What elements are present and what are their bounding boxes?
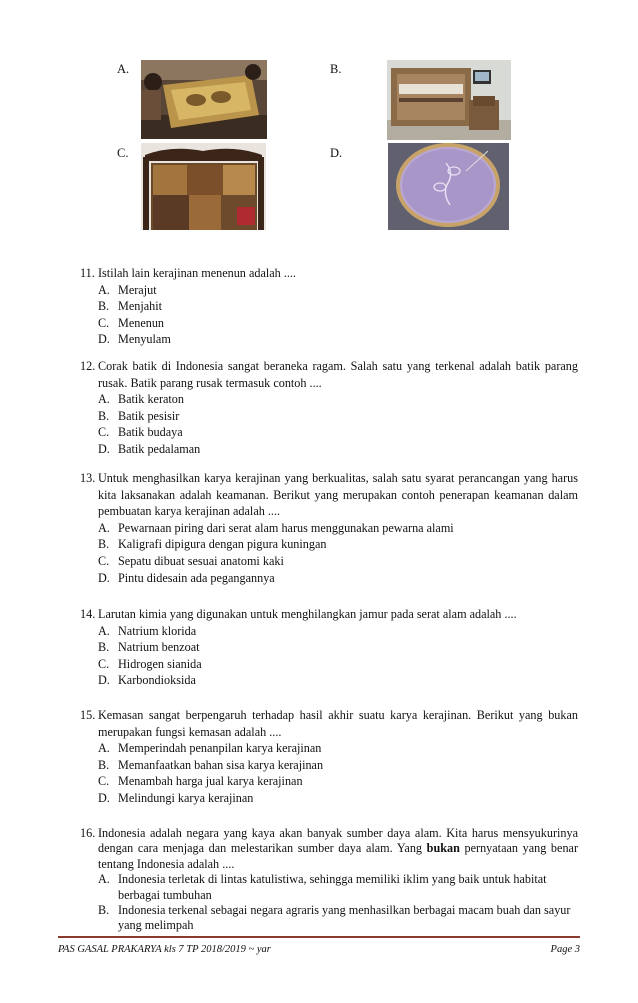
image-option-b-letter: B. <box>330 62 342 76</box>
answer-option-a: A. Indonesia terletak di lintas katulistiwa, sehingga memiliki iklim yang baik untuk habitat berbagai tumbuhan <box>98 872 547 902</box>
answer-option-d: D. Menyulam <box>98 332 171 347</box>
footer-rule <box>58 936 580 938</box>
batik-cloth-frame-photo <box>141 143 266 230</box>
question-16 <box>80 826 578 934</box>
answer-option-b: B. Memanfaatkan bahan sisa karya kerajinan <box>98 757 324 772</box>
batik-workers-photo <box>141 60 267 139</box>
answer-option-d: D. Melindungi karya kerajinan <box>98 790 254 805</box>
answer-option-a: A. Memperindah penanpilan karya kerajinan <box>98 741 322 756</box>
answer-option-b: B. Natrium benzoat <box>98 640 200 655</box>
answer-option-b: B. Menjahit <box>98 299 163 314</box>
answer-option-a: A. Pewarnaan piring dari serat alam harus menggunakan pewarna alami <box>98 520 454 535</box>
answer-option-b: B. Indonesia terkenal sebagai negara agraris yang menhasilkan berbagai macam buah dan sayur yang melimpah <box>98 903 571 933</box>
question-number: 11. <box>80 266 95 280</box>
answer-option-c: C. Hidrogen sianida <box>98 656 202 671</box>
question-text: Untuk menghasilkan karya kerajinan yang berkualitas, salah satu syarat perancangan yang harus kita laksanakan adalah keamanan. Berikut yang merupakan contoh penerapan keamanan dalam pembuatan karya kerajinan adalah .... <box>98 471 578 519</box>
image-option-a-letter: A. <box>117 62 130 76</box>
question-number: 15. <box>80 708 96 722</box>
answer-option-b: B. Batik pesisir <box>98 408 180 423</box>
page-number: Page 3 <box>550 944 580 955</box>
answer-option-d: D. Batik pedalaman <box>98 441 201 456</box>
question-text: Indonesia adalah negara yang kaya akan banyak sumber daya alam. Kita harus mensyukurinya dengan cara menjaga dan melestarikan sumber daya alam. Yang bukan pernyataan yang benar tentang Indonesia adalah .... <box>98 826 579 871</box>
answer-option-a: A. Merajut <box>98 282 157 297</box>
question-number: 16. <box>80 826 96 840</box>
question-13 <box>80 470 578 586</box>
question-14 <box>80 606 578 689</box>
answer-option-c: C. Batik budaya <box>98 425 183 440</box>
loom-machine-photo <box>387 60 511 140</box>
question-text: Corak batik di Indonesia sangat beraneka ragam. Salah satu yang terkenal adalah batik parang rusak. Batik parang rusak termasuk contoh .... <box>98 359 578 390</box>
answer-option-c: C. Sepatu dibuat sesuai anatomi kaki <box>98 553 284 568</box>
answer-option-c: C. Menenun <box>98 315 165 330</box>
answer-option-a: A. Natrium klorida <box>98 623 197 638</box>
answer-option-d: D. Pintu didesain ada pegangannya <box>98 570 275 585</box>
question-12 <box>80 358 578 458</box>
embroidery-hoop-photo <box>388 143 509 230</box>
question-text: Istilah lain kerajinan menenun adalah .... <box>98 266 296 280</box>
question-number: 14. <box>80 607 96 621</box>
answer-option-c: C. Menambah harga jual karya kerajinan <box>98 774 303 789</box>
answer-option-a: A. Batik keraton <box>98 392 184 407</box>
question-number: 12. <box>80 359 96 373</box>
question-text: Larutan kimia yang digunakan untuk menghilangkan jamur pada serat alam adalah .... <box>98 607 517 621</box>
answer-option-b: B. Kaligrafi dipigura dengan pigura kuningan <box>98 537 327 552</box>
question-15 <box>80 707 578 807</box>
question-11 <box>80 265 578 348</box>
question-number: 13. <box>80 471 96 485</box>
image-option-c-letter: C. <box>117 146 129 160</box>
question-text: Kemasan sangat berpengaruh terhadap hasil akhir suatu karya kerajinan. Berikut yang bukan merupakan fungsi kemasan adalah .... <box>98 708 578 739</box>
answer-option-d: D. Karbondioksida <box>98 673 196 688</box>
image-option-d-letter: D. <box>330 146 343 160</box>
emphasis-word: bukan <box>426 841 460 856</box>
footer-title: PAS GASAL PRAKARYA kls 7 TP 2018/2019 ~ yar <box>58 944 271 955</box>
